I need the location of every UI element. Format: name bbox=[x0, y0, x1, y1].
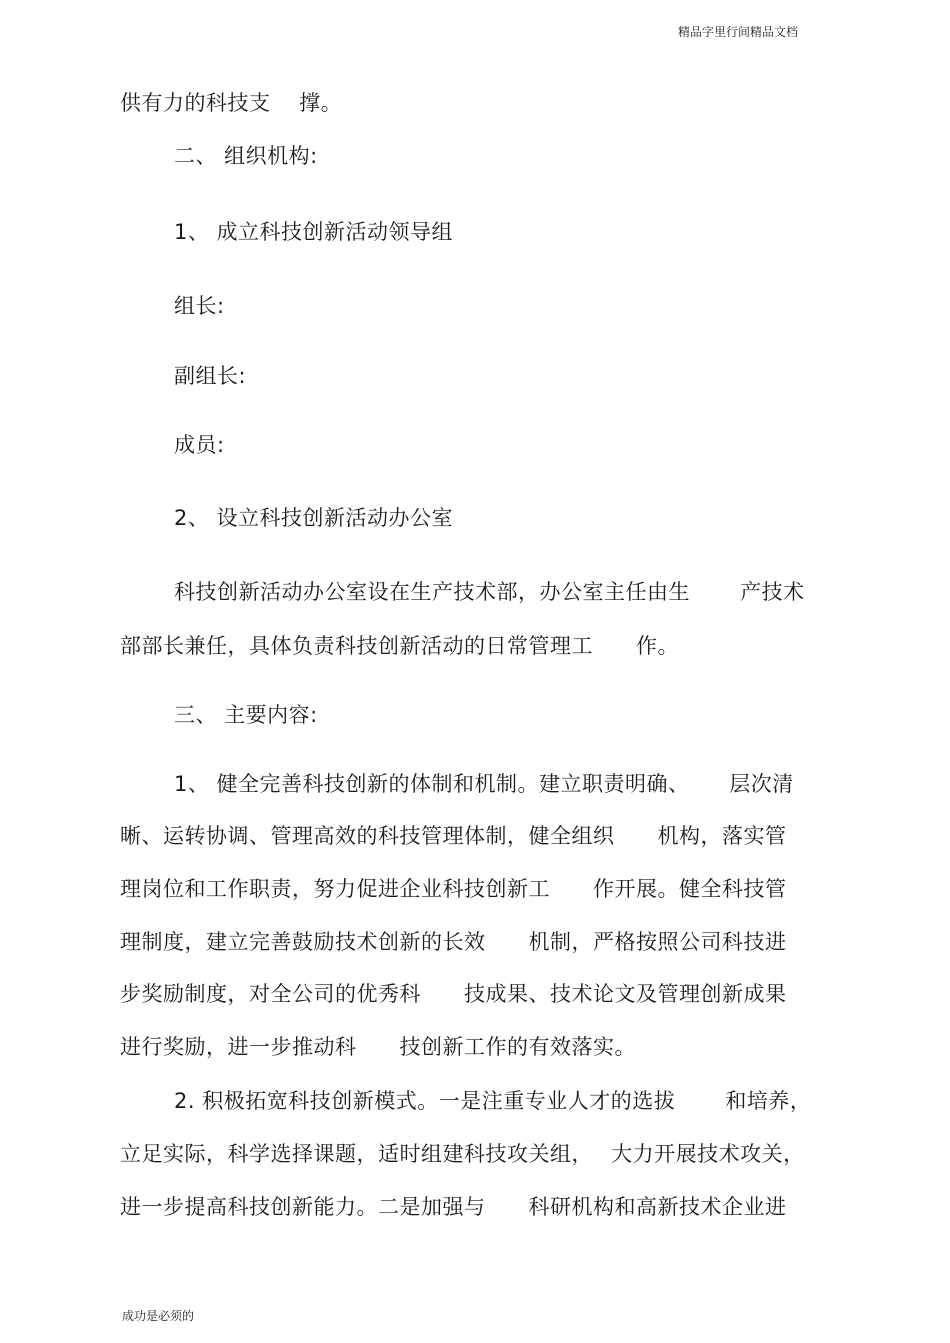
section-heading-3: 三、 主要内容: bbox=[174, 703, 318, 727]
paragraph-1-line-3: 理岗位和工作职责，努力促进企业科技创新工 作开展。健全科技管 bbox=[120, 877, 787, 901]
paragraph-office-line-1: 科技创新活动办公室设在生产技术部，办公室主任由生 产技术 bbox=[174, 580, 805, 604]
subheading-2: 2、 设立科技创新活动办公室 bbox=[174, 506, 454, 530]
paragraph-1-line-4: 理制度，建立完善鼓励技术创新的长效 机制，严格按照公司科技进 bbox=[120, 930, 787, 954]
deputy-leader-label: 副组长: bbox=[174, 364, 247, 388]
body-line-1: 供有力的科技支 撑。 bbox=[120, 91, 343, 115]
page-header: 精品字里行间精品文档 bbox=[678, 25, 799, 39]
leader-label: 组长: bbox=[174, 294, 225, 318]
paragraph-2-line-1: 2. 积极拓宽科技创新模式。一是注重专业人才的选拔 和培养， bbox=[174, 1089, 812, 1113]
paragraph-1-line-5: 步奖励制度，对全公司的优秀科 技成果、技术论文及管理创新成果 bbox=[120, 982, 787, 1006]
subheading-1: 1、 成立科技创新活动领导组 bbox=[174, 220, 454, 244]
paragraph-2-line-3: 进一步提高科技创新能力。二是加强与 科研机构和高新技术企业进 bbox=[120, 1195, 787, 1219]
paragraph-1-line-6: 进行奖励，进一步推动科 技创新工作的有效落实。 bbox=[120, 1035, 636, 1059]
paragraph-1-line-1: 1、 健全完善科技创新的体制和机制。建立职责明确、 层次清 bbox=[174, 772, 794, 796]
paragraph-office-line-2: 部部长兼任，具体负责科技创新活动的日常管理工 作。 bbox=[120, 634, 679, 658]
members-label: 成员: bbox=[174, 433, 225, 457]
paragraph-1-line-2: 晰、运转协调、管理高效的科技管理体制，健全组织 机构，落实管 bbox=[120, 824, 787, 848]
section-heading-2: 二、 组织机构: bbox=[174, 144, 318, 168]
page-footer: 成功是必须的 bbox=[122, 1309, 195, 1323]
paragraph-2-line-2: 立足实际，科学选择课题，适时组建科技攻关组， 大力开展技术攻关， bbox=[120, 1142, 805, 1166]
